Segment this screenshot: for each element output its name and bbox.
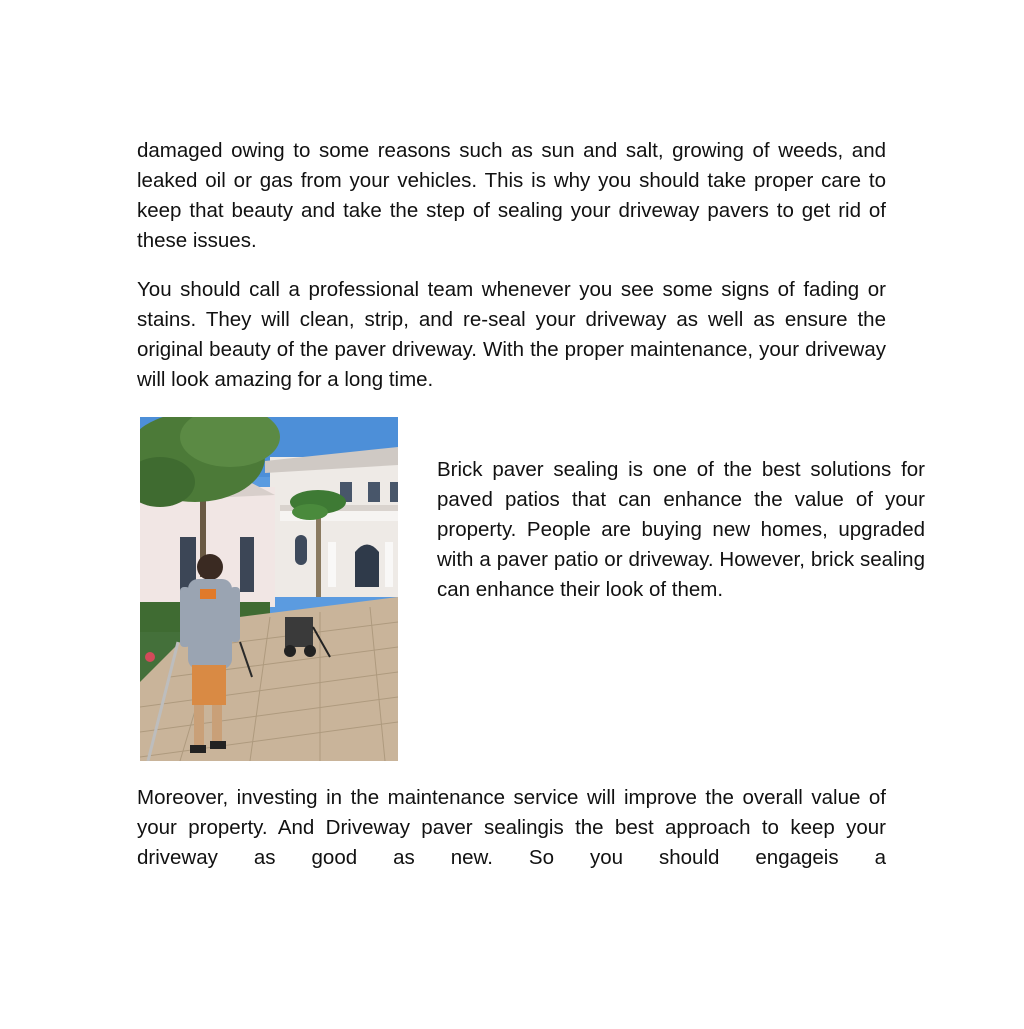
driveway-cleaning-photo xyxy=(140,417,398,761)
paragraph-call-professional: You should call a professional team whenever you see some signs of fading or stains. They will clean, strip, and re-seal your driveway as well as ensure the original beauty of the paver driveway. With the proper maintenance, your driveway will look amazing for a long time. xyxy=(137,278,886,391)
paragraph-weather-damage: damaged owing to some reasons such as sun and salt, growing of weeds, and leaked oil or gas from your vehicles. This is why you should take proper care to keep that beauty and take the step of sealing your driveway pavers to get rid of these issues. xyxy=(137,139,886,252)
paragraph-maintenance-value: Moreover, investing in the maintenance service will improve the overall value of your property. And Driveway paver sealingis the best approach to keep your driveway as good as new. So you should engageis a xyxy=(137,786,886,869)
paragraph-brick-sealing: Brick paver sealing is one of the best solutions for paved patios that can enhance the value of your property. People are buying new homes, upgraded with a paver patio or driveway. However, brick sealing can enhance their look of them. xyxy=(437,458,925,601)
